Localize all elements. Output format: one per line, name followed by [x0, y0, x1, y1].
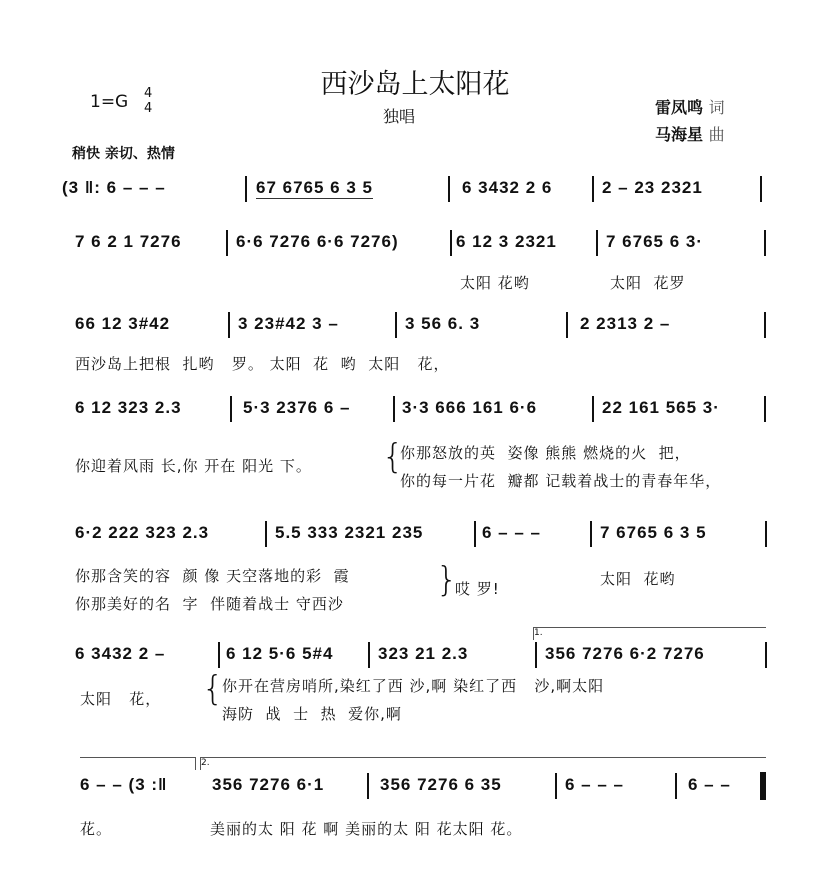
bar-line — [230, 396, 232, 422]
bar-line — [535, 642, 537, 668]
lyric: 美丽的太 阳 花 啊 美丽的太 阳 花太阳 花。 — [210, 820, 523, 838]
measure: 7 6765 6 3 5 — [600, 523, 707, 542]
verse-brace: { — [202, 669, 224, 709]
lyricist-name: 雷凤鸣 — [655, 98, 704, 117]
measure: 6 3432 2 6 — [462, 178, 553, 197]
measure: 5.5 333 2321 235 — [275, 523, 424, 542]
measure: 6 – – — [688, 775, 731, 794]
composer-name: 马海星 — [655, 125, 704, 144]
bar-line — [566, 312, 568, 338]
bar-line — [765, 642, 767, 668]
measure: 6 12 323 2.3 — [75, 398, 182, 417]
measure: 6·6 7276 6·6 7276) — [236, 232, 399, 251]
bar-line — [675, 773, 677, 799]
lyricist-role: 词 — [708, 98, 725, 117]
bar-line — [765, 521, 767, 547]
time-signature — [144, 86, 152, 116]
composer — [655, 122, 725, 145]
bar-line — [596, 230, 598, 256]
lyric-verse-2: 海防 战 士 热 爱你,啊 — [222, 705, 402, 723]
measure: 7 6 2 1 7276 — [75, 232, 182, 251]
measure: 356 7276 6·2 7276 — [545, 644, 705, 663]
measure: 2 2313 2 – — [580, 314, 671, 333]
tempo-marking: 稍快 亲切、热情 — [72, 146, 175, 162]
lyric: 太阳 花哟 — [600, 570, 676, 588]
volta-label: 1. — [534, 628, 543, 638]
lyric: 西沙岛上把根 扎哟 罗。 太阳 花 哟 太阳 花， — [75, 355, 450, 373]
verse-brace: } — [436, 560, 458, 600]
bar-line — [226, 230, 228, 256]
measure: 3 23#42 3 – — [238, 314, 339, 333]
bar-line — [590, 521, 592, 547]
composer-role: 曲 — [708, 125, 725, 144]
measure: 356 7276 6·1 — [212, 775, 325, 794]
lyric-verse-2: 你那美好的名 字 伴随着战士 守西沙 — [75, 595, 344, 613]
measure: 22 161 565 3· — [602, 398, 720, 417]
measure: (3 ‖: 6 – – – — [62, 178, 166, 197]
lyric-verse-1: 你开在营房哨所,染红了西 沙,啊 染红了西 沙,啊太阳 — [222, 677, 605, 695]
bar-line — [265, 521, 267, 547]
measure: 6 – – – — [482, 523, 541, 542]
volta-label: 2. — [201, 758, 210, 768]
measure: 6 – – – — [565, 775, 624, 794]
measure: 356 7276 6 35 — [380, 775, 502, 794]
final-bar-line — [760, 772, 766, 800]
key-signature: 1=G — [90, 92, 129, 112]
lyric: 太阳 花哟 — [460, 274, 530, 292]
bar-line — [367, 773, 369, 799]
bar-line — [764, 230, 766, 256]
bar-line — [764, 396, 766, 422]
bar-line — [245, 176, 247, 202]
lyric: 哎 罗! — [455, 580, 500, 598]
lyricist — [655, 95, 725, 118]
measure: 5·3 2376 6 – — [243, 398, 351, 417]
volta-2 — [200, 757, 766, 770]
verse-brace: { — [382, 437, 404, 477]
bar-line — [395, 312, 397, 338]
measure: 6 3432 2 – — [75, 644, 166, 663]
bar-line — [592, 176, 594, 202]
bar-line — [393, 396, 395, 422]
subtitle: 独唱 — [383, 107, 416, 126]
volta-1-end — [80, 757, 196, 770]
lyric-verse-1: 你那含笑的容 颜 像 天空落地的彩 霞 — [75, 567, 350, 585]
lyric: 太阳 花， — [80, 690, 162, 708]
bar-line — [368, 642, 370, 668]
measure: 3 56 6. 3 — [405, 314, 481, 333]
lyric: 你迎着风雨 长,你 开在 阳光 下。 — [75, 457, 312, 475]
bar-line — [592, 396, 594, 422]
time-bottom: 4 — [144, 101, 153, 116]
measure: 3·3 666 161 6·6 — [402, 398, 538, 417]
bar-line — [448, 176, 450, 202]
lyric-verse-2: 你的每一片花 瓣都 记载着战士的青春年华， — [400, 472, 722, 490]
lyric: 太阳 花罗 — [610, 274, 686, 292]
lyric-verse-1: 你那怒放的英 姿像 熊熊 燃烧的火 把， — [400, 444, 691, 462]
bar-line — [228, 312, 230, 338]
bar-line — [555, 773, 557, 799]
measure: 6 12 3 2321 — [456, 232, 557, 251]
measure: 6 – – (3 :‖ — [80, 775, 168, 794]
bar-line — [218, 642, 220, 668]
song-title: 西沙岛上太阳花 — [320, 69, 510, 100]
measure: 6·2 222 323 2.3 — [75, 523, 210, 542]
bar-line — [450, 230, 452, 256]
measure: 67 6765 6 3 5 — [256, 178, 373, 197]
measure: 6 12 5·6 5#4 — [226, 644, 334, 663]
measure: 7 6765 6 3· — [606, 232, 704, 251]
measure: 2 – 23 2321 — [602, 178, 703, 197]
measure: 323 21 2.3 — [378, 644, 469, 663]
lyric: 花。 — [80, 820, 113, 838]
bar-line — [474, 521, 476, 547]
measure: 66 12 3#42 — [75, 314, 171, 333]
bar-line — [760, 176, 762, 202]
bar-line — [764, 312, 766, 338]
volta-1 — [533, 627, 766, 640]
time-top: 4 — [144, 86, 153, 101]
